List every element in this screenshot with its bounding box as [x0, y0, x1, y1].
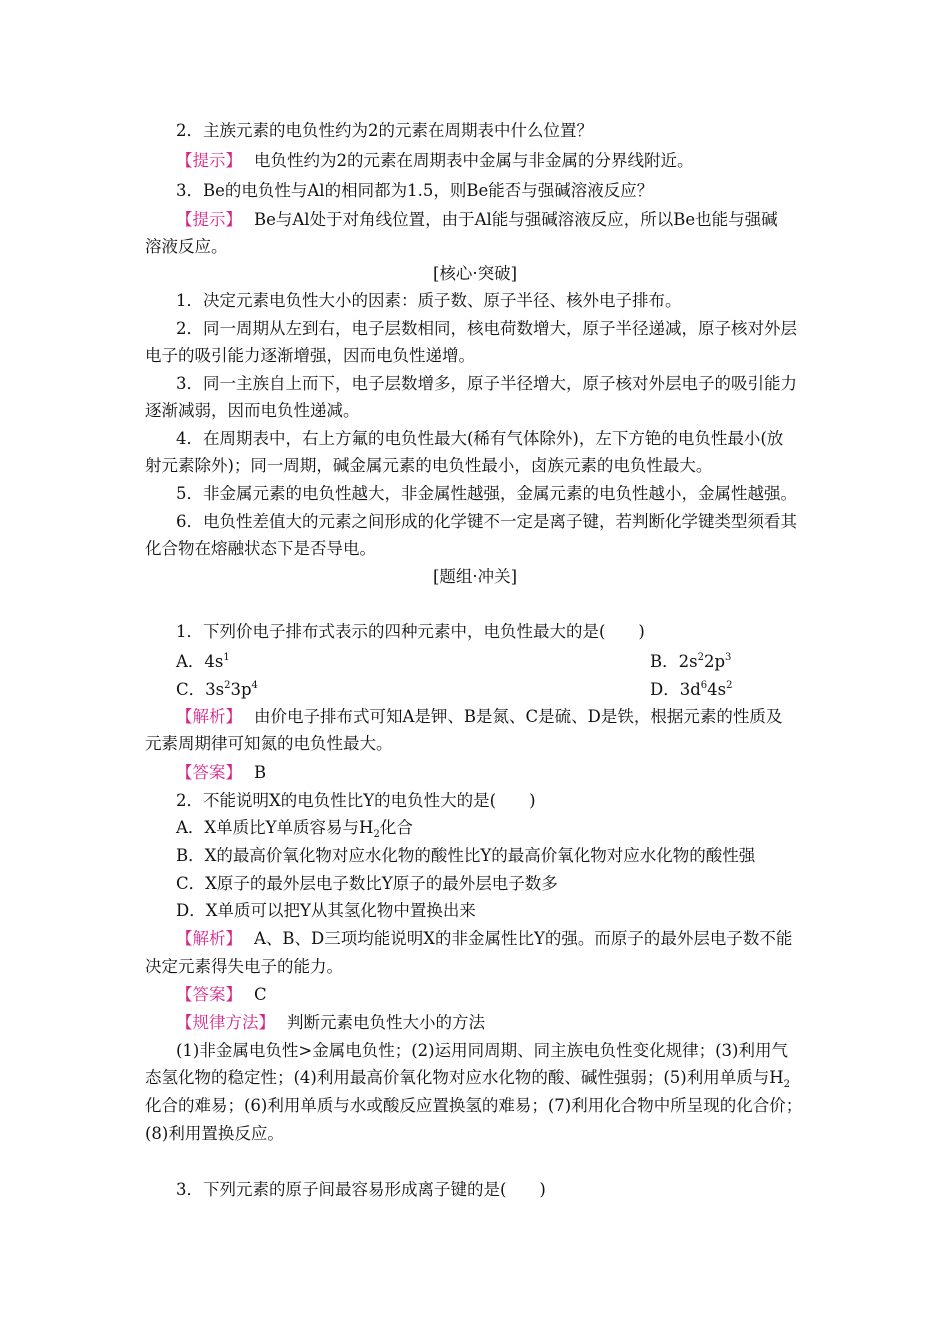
option-d: D．$3d^64s^2$: [650, 680, 733, 699]
hint-tag: 【提示】: [176, 210, 242, 229]
option-a: A．$4s^1$: [176, 652, 230, 671]
exercise-1-analysis: 【解析】 由价电子排布式可知A是钾、B是氮、C是硫、D是铁，根据元素的性质及: [176, 707, 783, 726]
core-point-2: 2．同一周期从左到右，电子层数相同，核电荷数增大，原子半径递减，原子核对外层: [176, 319, 797, 338]
method-heading: 【规律方法】 判断元素电负性大小的方法: [176, 1013, 485, 1032]
core-point-3-continued: 逐渐减弱，因而电负性递减。: [145, 401, 360, 420]
core-point-1: 1．决定元素电负性大小的因素：质子数、原子半径、核外电子排布。: [176, 291, 682, 310]
group-heading: [题组·冲关]: [432, 567, 518, 586]
exercise-2-option-a: A．X单质比Y单质容易与$H_2$化合: [176, 818, 413, 840]
question-2: 2．主族元素的电负性约为2的元素在周期表中什么位置？: [176, 121, 593, 140]
hint-2: [176, 151, 694, 171]
analysis-tag: 【解析】: [176, 707, 242, 726]
hint-2-text: 电负性约为2的元素在周期表中金属与非金属的分界线附近。: [254, 151, 694, 170]
hint-3-text: Be与Al处于对角线位置，由于Al能与强碱溶液反应，所以Be也能与强碱: [254, 210, 778, 229]
core-point-4-continued: 射元素除外)；同一周期，碱金属元素的电负性最小，卤族元素的电负性最大。: [145, 456, 713, 475]
option-b: B．$2s^22p^3$: [650, 652, 732, 671]
core-point-6-continued: 化合物在熔融状态下是否导电。: [145, 539, 376, 558]
exercise-2-analysis-continued: 决定元素得失电子的能力。: [145, 957, 343, 976]
exercise-1-options-row-1: [176, 652, 732, 675]
option-c: C．$3s^23p^4$: [176, 680, 258, 699]
exercise-2-option-c: C．X原子的最外层电子数比Y原子的最外层电子数多: [176, 874, 558, 893]
hint-3-continued: 溶液反应。: [145, 237, 228, 256]
core-point-5: 5．非金属元素的电负性越大，非金属性越强，金属元素的电负性越小，金属性越强。: [176, 484, 797, 503]
method-line-1: (1)非金属电负性>金属电负性；(2)运用同周期、同主族电负性变化规律；(3)利用气: [176, 1041, 788, 1060]
exercise-2: 2．不能说明X的电负性比Y的电负性大的是( ): [176, 791, 536, 810]
exercise-2-option-b: B．X的最高价氧化物对应水化物的酸性比Y的最高价氧化物对应水化物的酸性强: [176, 846, 756, 865]
exercise-3: 3．下列元素的原子间最容易形成离子键的是( ): [176, 1180, 546, 1199]
answer-tag: 【答案】: [176, 763, 242, 782]
core-point-4: 4．在周期表中，右上方氟的电负性最大(稀有气体除外)，左下方铯的电负性最小(放: [176, 429, 784, 448]
method-line-3: 化合的难易；(6)利用单质与水或酸反应置换氢的难易；(7)利用化合物中所呈现的化合价；: [145, 1096, 803, 1115]
analysis-tag: 【解析】: [176, 929, 242, 948]
exercise-1: 1．下列价电子排布式表示的四种元素中，电负性最大的是( ): [176, 622, 645, 641]
core-heading: [核心·突破]: [432, 264, 518, 283]
hint-3: [176, 210, 778, 230]
hint-tag: 【提示】: [176, 151, 242, 170]
core-point-3: 3．同一主族自上而下，电子层数增多，原子半径增大，原子核对外层电子的吸引能力: [176, 374, 797, 393]
exercise-2-answer: 【答案】 C: [176, 985, 267, 1004]
answer-tag: 【答案】: [176, 985, 242, 1004]
exercise-1-analysis-continued: 元素周期律可知氮的电负性最大。: [145, 734, 393, 753]
exercise-2-option-d: D．X单质可以把Y从其氢化物中置换出来: [176, 901, 476, 920]
exercise-1-answer: 【答案】 B: [176, 763, 267, 782]
core-point-6: 6．电负性差值大的元素之间形成的化学键不一定是离子键，若判断化学键类型须看其: [176, 512, 797, 531]
exercise-1-options-row-2: [176, 680, 733, 703]
exercise-2-analysis: 【解析】 A、B、D三项均能说明X的非金属性比Y的强。而原子的最外层电子数不能: [176, 929, 793, 948]
method-tag: 【规律方法】: [176, 1013, 275, 1032]
question-3: 3．Be的电负性与Al的相同都为1.5，则Be能否与强碱溶液反应？: [176, 181, 654, 200]
method-line-2: 态氢化物的稳定性；(4)利用最高价氧化物对应水化物的酸、碱性强弱；(5)利用单质与$H_2$: [145, 1068, 791, 1090]
core-point-2-continued: 电子的吸引能力逐渐增强，因而电负性递增。: [145, 346, 475, 365]
method-line-4: (8)利用置换反应。: [145, 1124, 284, 1143]
